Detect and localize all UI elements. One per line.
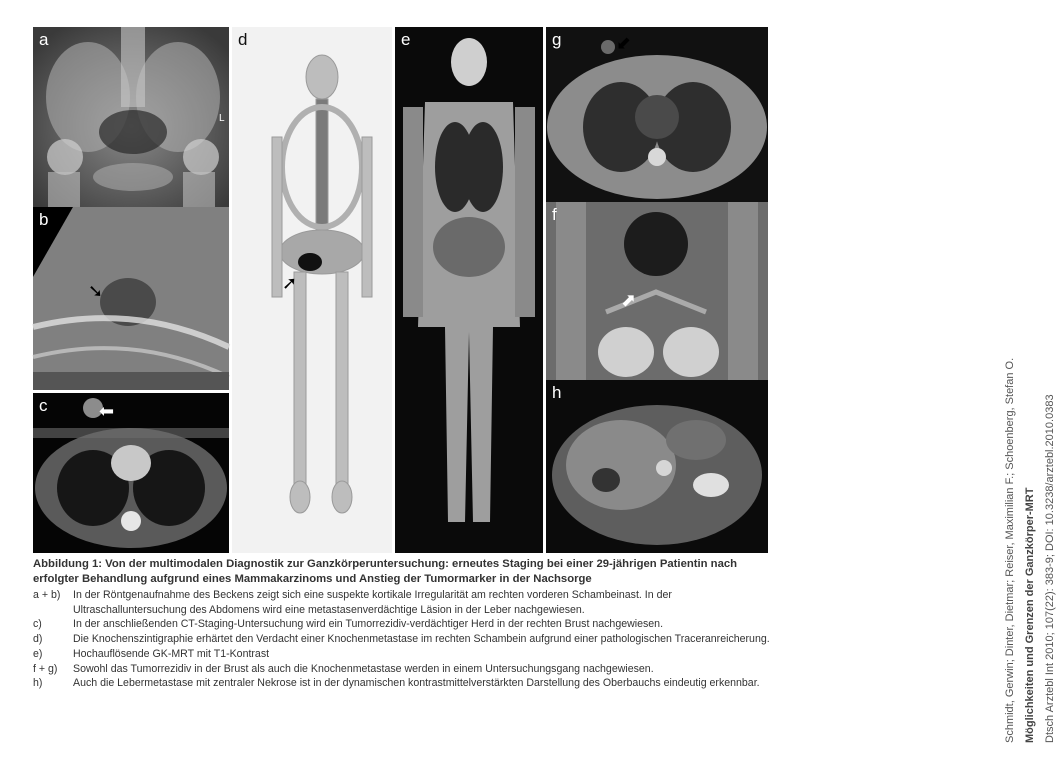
bone-scan-image <box>232 27 392 553</box>
caption-item-text: In der Röntgenaufnahme des Beckens zeigt sich eine suspekte kortikale Irregularität am rechten vorderen Schambeinast. In der Ultraschalluntersuchung des Abdomens wird eine metastasenverdächtige Läsion in der Leber nachgewiesen. <box>73 589 672 616</box>
panel-d-bone-scintigraphy <box>232 27 392 553</box>
panel-f-pelvis-mri <box>546 202 768 380</box>
caption-item <box>33 676 773 691</box>
caption-item <box>33 632 773 647</box>
chest-mri-image <box>546 27 768 202</box>
panel-label-c: c <box>39 396 48 415</box>
breast-tumor-arrow-icon: ⬋ <box>616 33 632 54</box>
caption-item-key: c) <box>33 618 42 631</box>
panel-label-g: g <box>552 30 562 49</box>
caption-item-key: a + b) <box>33 589 61 601</box>
panel-b-liver-ultrasound <box>33 207 229 390</box>
tumor-arrow-icon: ⬅ <box>99 401 115 422</box>
caption-title: Abbildung 1: Von der multimodalen Diagnostik zur Ganzkörperuntersuchung: erneutes Staging bei einer 29-jährigen Patientin nach erfolgter Behandlung aufgrund eines Mammakarzinoms und Anstieg der Tumormarker in der Nachsorge <box>33 558 738 585</box>
caption-item-text: Auch die Lebermetastase mit zentraler Nekrose ist in der dynamischen kontrastmittelverstärkten Darstellung des Oberbauchs eindeutig erkennbar. <box>73 677 760 690</box>
caption-item-text: In der anschließenden CT-Staging-Untersuchung wird ein Tumorrezidiv-verdächtiger Herd in der rechten Brust nachgewiesen. <box>73 618 664 631</box>
caption-item <box>33 617 773 632</box>
pelvic-metastasis-arrow-icon: ⬈ <box>621 290 637 311</box>
panel-e-whole-body-mri <box>395 27 543 553</box>
caption-item-key: f + g) <box>33 662 58 675</box>
citation-title: Möglichkeiten und Grenzen der Ganzkörper-MRT <box>1024 487 1036 743</box>
panel-label-e: e <box>401 30 411 49</box>
side-marker-letter: L <box>219 113 225 124</box>
panel-a-pelvis-xray <box>33 27 229 207</box>
metastasis-arrow-icon: ➚ <box>282 273 298 294</box>
pelvis-mri-image <box>546 202 768 380</box>
citation-block <box>1000 273 1060 743</box>
panel-g-chest-mri <box>546 27 768 202</box>
abdomen-mri-image <box>546 380 768 553</box>
caption-item-key: e) <box>33 647 43 660</box>
panel-label-f: f <box>552 205 557 224</box>
panel-label-h: h <box>552 383 562 402</box>
panel-label-a: a <box>39 30 49 49</box>
caption-item <box>33 662 773 677</box>
panel-h-abdomen-mri <box>546 380 768 553</box>
caption-item <box>33 588 773 617</box>
whole-body-mri-image <box>395 27 543 553</box>
panel-label-d: d <box>238 30 248 49</box>
lesion-arrow-icon: ➘ <box>88 281 104 302</box>
caption-item-key: d) <box>33 633 43 646</box>
citation-authors: Schmidt, Gerwin; Dinter, Dietmar; Reiser, Maximilian F.; Schoenberg, Stefan O. <box>1004 357 1016 743</box>
panel-c-chest-ct <box>33 393 229 553</box>
caption-item-key: h) <box>33 677 43 690</box>
citation-reference: Dtsch Arztebl Int 2010; 107(22): 383-9; DOI: 10.3238/arztebl.2010.0383 <box>1044 394 1056 743</box>
panel-label-b: b <box>39 210 49 229</box>
figure-caption <box>33 557 773 691</box>
chest-ct-image <box>33 393 229 553</box>
caption-item-text: Sowohl das Tumorrezidiv in der Brust als auch die Knochenmetastase werden in einem Untersuchungsgang nachgewiesen. <box>73 662 654 675</box>
caption-item-text: Die Knochenszintigraphie erhärtet den Verdacht einer Knochenmetastase im rechten Schambein aufgrund einer pathologischen Traceranreicherung. <box>73 633 770 646</box>
pelvis-xray-image <box>33 27 229 207</box>
caption-item <box>33 647 773 662</box>
caption-item-text: Hochauflösende GK-MRT mit T1-Kontrast <box>73 647 270 660</box>
ultrasound-image <box>33 207 229 390</box>
